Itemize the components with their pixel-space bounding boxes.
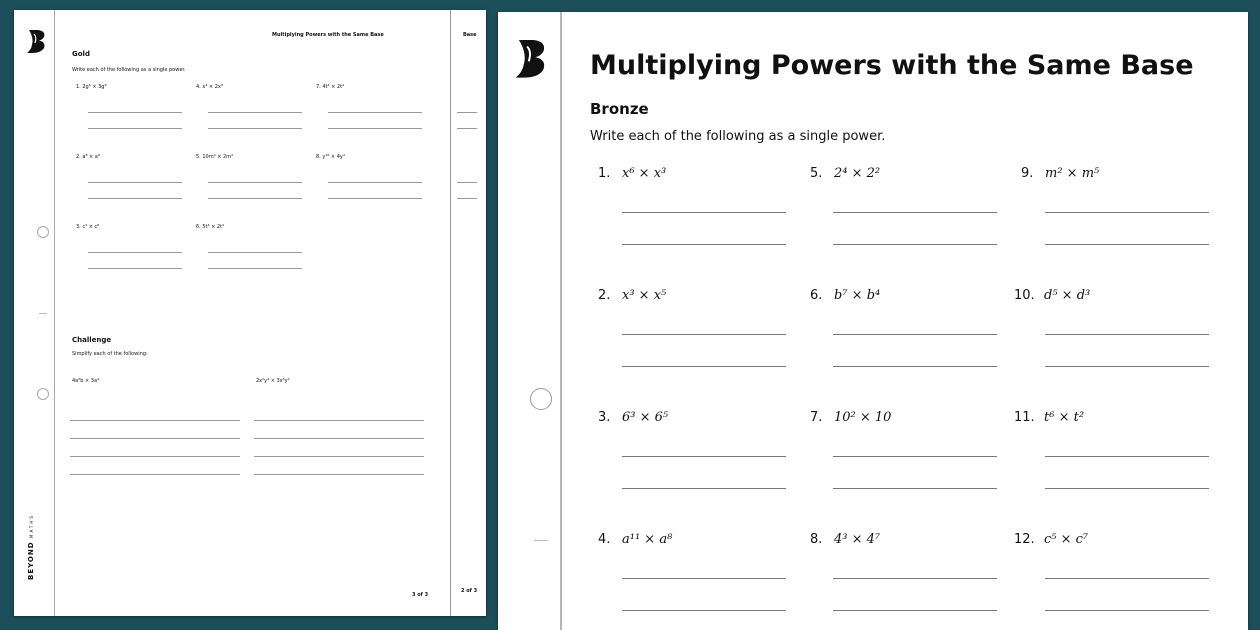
- instructions: Write each of the following as a single power.: [72, 67, 186, 73]
- answer-line[interactable]: [833, 334, 997, 335]
- worksheet-title: Multiplying Powers with the Same Base: [590, 50, 1194, 81]
- answer-line[interactable]: [622, 456, 786, 457]
- answer-line[interactable]: [208, 112, 302, 113]
- challenge-question-2: 2x²y⁴ × 3x³y⁴: [256, 378, 290, 384]
- answer-line[interactable]: [208, 182, 302, 183]
- question-6: 6. 5t⁴ × 2t⁴: [196, 224, 225, 230]
- level-heading: Bronze: [590, 100, 649, 118]
- question-4: 4. x⁴ × 2x⁴: [196, 84, 223, 90]
- answer-line[interactable]: [1045, 366, 1209, 367]
- gold-page: [14, 10, 450, 616]
- answer-line[interactable]: [622, 488, 786, 489]
- margin-line: [54, 10, 55, 616]
- level-heading: Gold: [72, 50, 90, 58]
- question-8: 8. 4³ × 4⁷: [810, 532, 881, 547]
- question-1: 1. 2g⁶ × 3g⁸: [76, 84, 107, 90]
- question-1: 1. x⁶ × x³: [598, 166, 667, 181]
- answer-line[interactable]: [208, 198, 302, 199]
- margin-line: [560, 12, 562, 630]
- answer-line[interactable]: [70, 438, 240, 439]
- answer-line[interactable]: [254, 474, 424, 475]
- back-page-peek: [450, 10, 486, 616]
- answer-line[interactable]: [833, 212, 997, 213]
- peek-header: Base: [463, 32, 477, 38]
- punch-hole: [37, 388, 49, 400]
- question-6: 6. b⁷ × b⁴: [810, 288, 881, 303]
- question-12: 12. c⁵ × c⁷: [1014, 532, 1089, 547]
- answer-line[interactable]: [833, 578, 997, 579]
- answer-line: [457, 128, 477, 129]
- question-2: 2. x³ × x⁵: [598, 288, 667, 303]
- margin-tick: [534, 540, 548, 541]
- answer-line[interactable]: [208, 128, 302, 129]
- answer-line[interactable]: [622, 212, 786, 213]
- answer-line[interactable]: [1045, 610, 1209, 611]
- answer-line[interactable]: [88, 198, 182, 199]
- answer-line[interactable]: [208, 268, 302, 269]
- question-3: 3. 6³ × 6⁵: [598, 410, 669, 425]
- challenge-instructions: Simplify each of the following:: [72, 351, 148, 357]
- margin-tick: [39, 313, 47, 314]
- answer-line[interactable]: [622, 334, 786, 335]
- bronze-worksheet: [498, 12, 1248, 630]
- answer-line[interactable]: [328, 182, 422, 183]
- punch-hole: [530, 388, 552, 410]
- question-3: 3. c⁴ × c⁸: [76, 224, 100, 230]
- brand-wordmark: BEYOND MATHS: [27, 514, 35, 580]
- beyond-logo-icon: [514, 36, 550, 80]
- answer-line[interactable]: [833, 456, 997, 457]
- page-number: 3 of 3: [412, 592, 429, 598]
- peek-page-number: 2 of 3: [461, 588, 478, 594]
- question-5: 5. 10m⁶ × 2m⁴: [196, 154, 234, 160]
- answer-line[interactable]: [1045, 456, 1209, 457]
- answer-line[interactable]: [833, 366, 997, 367]
- question-7: 7. 10² × 10: [810, 410, 892, 425]
- answer-line[interactable]: [1045, 488, 1209, 489]
- answer-line: [457, 182, 477, 183]
- answer-line[interactable]: [622, 578, 786, 579]
- question-9: 9. m² × m⁵: [1021, 166, 1100, 181]
- answer-line: [457, 198, 477, 199]
- answer-line[interactable]: [88, 182, 182, 183]
- answer-line[interactable]: [88, 128, 182, 129]
- answer-line[interactable]: [622, 366, 786, 367]
- punch-hole: [37, 226, 49, 238]
- question-10: 10. d⁵ × d³: [1014, 288, 1091, 303]
- answer-line[interactable]: [70, 456, 240, 457]
- question-11: 11. t⁶ × t²: [1014, 410, 1085, 425]
- answer-line[interactable]: [70, 420, 240, 421]
- answer-line[interactable]: [70, 474, 240, 475]
- answer-line[interactable]: [88, 112, 182, 113]
- beyond-logo-icon: [26, 28, 48, 54]
- back-worksheet: [14, 10, 486, 616]
- question-4: 4. a¹¹ × a⁸: [598, 532, 673, 547]
- answer-line[interactable]: [1045, 334, 1209, 335]
- answer-line[interactable]: [1045, 578, 1209, 579]
- challenge-question-1: 4a²b × 3a⁴: [72, 378, 100, 384]
- question-7: 7. 4t⁴ × 2t⁴: [316, 84, 345, 90]
- answer-line: [457, 112, 477, 113]
- answer-line[interactable]: [1045, 212, 1209, 213]
- answer-line[interactable]: [833, 488, 997, 489]
- answer-line[interactable]: [833, 610, 997, 611]
- instructions: Write each of the following as a single power.: [590, 129, 886, 144]
- answer-line[interactable]: [88, 268, 182, 269]
- page-header: Multiplying Powers with the Same Base: [272, 32, 384, 38]
- answer-line[interactable]: [88, 252, 182, 253]
- answer-line[interactable]: [622, 610, 786, 611]
- answer-line[interactable]: [328, 128, 422, 129]
- question-8: 8. y¹⁶ × 4y⁴: [316, 154, 345, 160]
- challenge-heading: Challenge: [72, 336, 112, 344]
- answer-line[interactable]: [1045, 244, 1209, 245]
- answer-line[interactable]: [208, 252, 302, 253]
- question-2: 2. a⁸ × a⁸: [76, 154, 100, 160]
- answer-line[interactable]: [328, 198, 422, 199]
- answer-line[interactable]: [254, 438, 424, 439]
- answer-line[interactable]: [328, 112, 422, 113]
- question-5: 5. 2⁴ × 2²: [810, 166, 881, 181]
- answer-line[interactable]: [833, 244, 997, 245]
- answer-line[interactable]: [254, 456, 424, 457]
- answer-line[interactable]: [622, 244, 786, 245]
- answer-line[interactable]: [254, 420, 424, 421]
